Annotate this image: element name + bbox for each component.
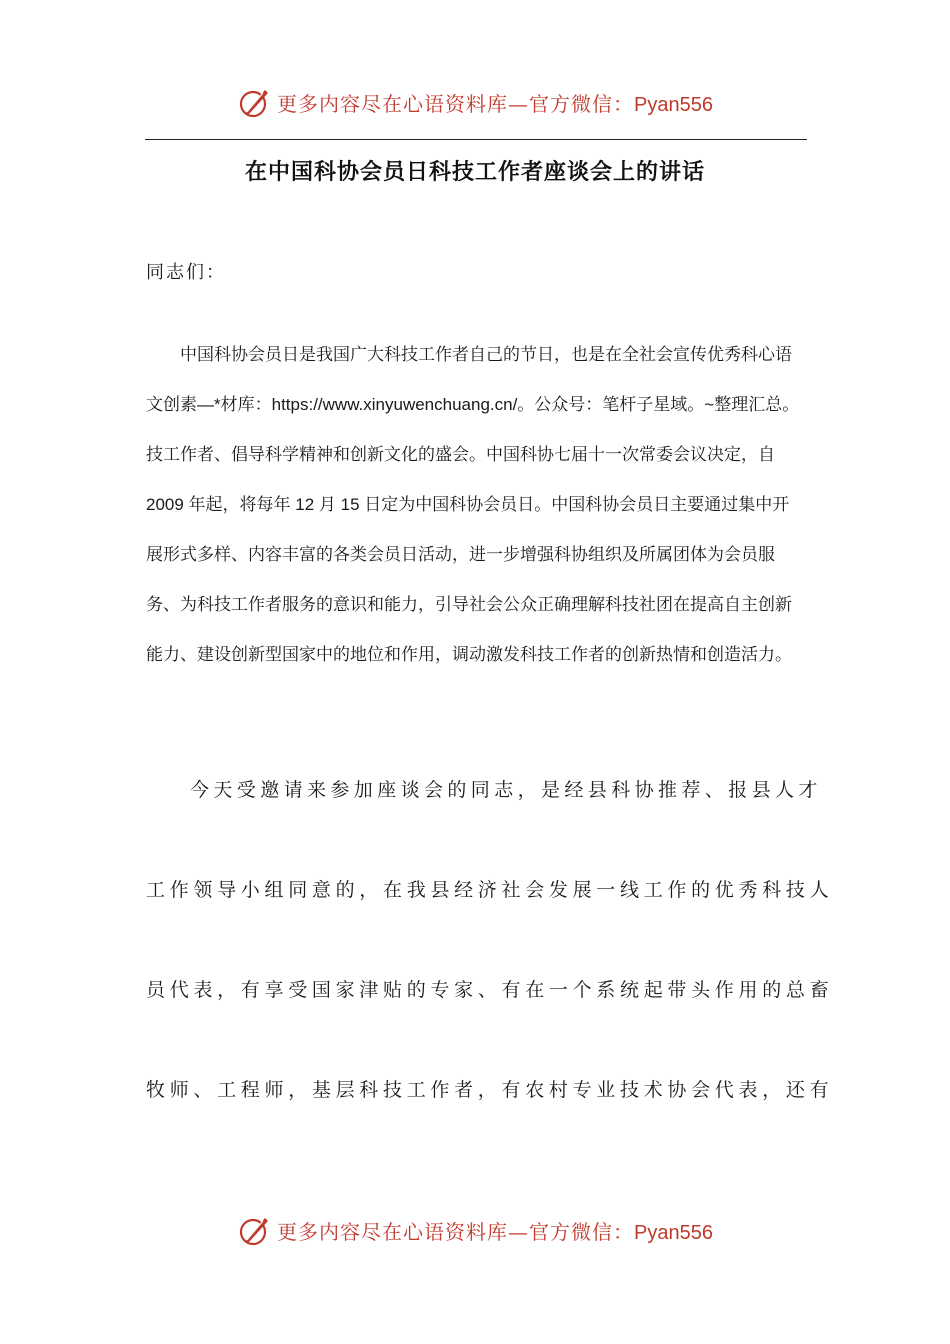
- body-paragraph-2-line-2: 工作领导小组同意的，在我县经济社会发展一线工作的优秀科技人: [146, 879, 834, 901]
- wechat-id: Pyan556: [634, 93, 713, 116]
- header-rule: [145, 139, 807, 140]
- body-paragraph-2-line-1: 今天受邀请来参加座谈会的同志，是经县科协推荐、报县人才: [190, 779, 822, 801]
- header-watermark-banner: [0, 80, 950, 124]
- body-paragraph-1: 中国科协会员日是我国广大科技工作者自己的节日，也是在全社会宣传优秀科心语文创素—*材库：https://www.xinyuwenchuang.cn/。公众号：笔杆子星域。~整理汇总。技工作者、倡导科学精神和创新文化的盛会。中国科协七届十一次常委会议决定，自 2009 年起，将每年 12 月 15 日定为中国科协会员日。中国科协会员日主要通过集中开展形式多样、内容丰富的各类会员日活动，进一步增强科协组织及所属团体为会员服务、为科技工作者服务的意识和能力，引导社会公众正确理解科技社团在提高自主创新能力、建设创新型国家中的地位和作用，调动激发科技工作者的创新热情和创造活力。: [146, 345, 800, 664]
- banner-text: 更多内容尽在心语资料库—官方微信：Pyan556: [277, 1219, 713, 1244]
- quill-pen-logo-icon: [237, 84, 273, 120]
- body-paragraph-2-line-4: 牧师、工程师，基层科技工作者，有农村专业技术协会代表，还有: [146, 1079, 834, 1101]
- footer-watermark-banner: [0, 1208, 950, 1252]
- wechat-id: Pyan556: [634, 1221, 713, 1244]
- greeting: 同志们：: [146, 262, 226, 283]
- body-paragraph-2-line-3: 员代表，有享受国家津贴的专家、有在一个系统起带头作用的总畜: [146, 979, 834, 1001]
- banner-text: 更多内容尽在心语资料库—官方微信：Pyan556: [277, 91, 713, 116]
- document-title: 在中国科协会员日科技工作者座谈会上的讲话: [244, 160, 705, 185]
- quill-pen-logo-icon: [237, 1212, 273, 1248]
